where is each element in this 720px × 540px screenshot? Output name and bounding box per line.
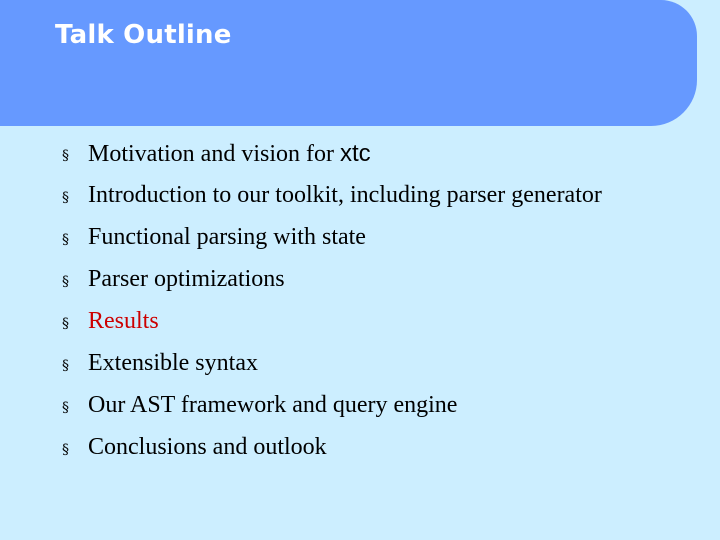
bullet-item — [0, 350, 720, 386]
bullet-text: Introduction to our toolkit, including parser generator — [88, 182, 602, 208]
bullet-marker-icon: § — [62, 316, 69, 332]
bullet-marker-icon: § — [62, 400, 69, 416]
bullet-marker-icon: § — [62, 190, 69, 206]
bullet-text: Conclusions and outlook — [88, 434, 327, 460]
bullet-text: Parser optimizations — [88, 266, 285, 292]
bullet-item — [0, 182, 720, 218]
bullet-item — [0, 434, 720, 470]
bullet-item — [0, 224, 720, 260]
slide-title: Talk Outline — [55, 20, 232, 50]
bullet-text: Motivation and vision for xtc — [88, 140, 371, 167]
bullet-marker-icon: § — [62, 274, 69, 290]
bullet-text-highlighted: Results — [88, 308, 159, 334]
bullet-marker-icon: § — [62, 232, 69, 248]
bullet-text: Functional parsing with state — [88, 224, 366, 250]
bullet-marker-icon: § — [62, 148, 69, 164]
bullet-item — [0, 392, 720, 428]
title-band — [0, 0, 697, 126]
bullet-marker-icon: § — [62, 358, 69, 374]
bullet-text: Extensible syntax — [88, 350, 258, 376]
code-term: xtc — [339, 140, 371, 167]
bullet-text: Our AST framework and query engine — [88, 392, 458, 418]
bullet-item — [0, 266, 720, 302]
bullet-item — [0, 308, 720, 344]
bullet-item — [0, 140, 720, 176]
bullet-marker-icon: § — [62, 442, 69, 458]
